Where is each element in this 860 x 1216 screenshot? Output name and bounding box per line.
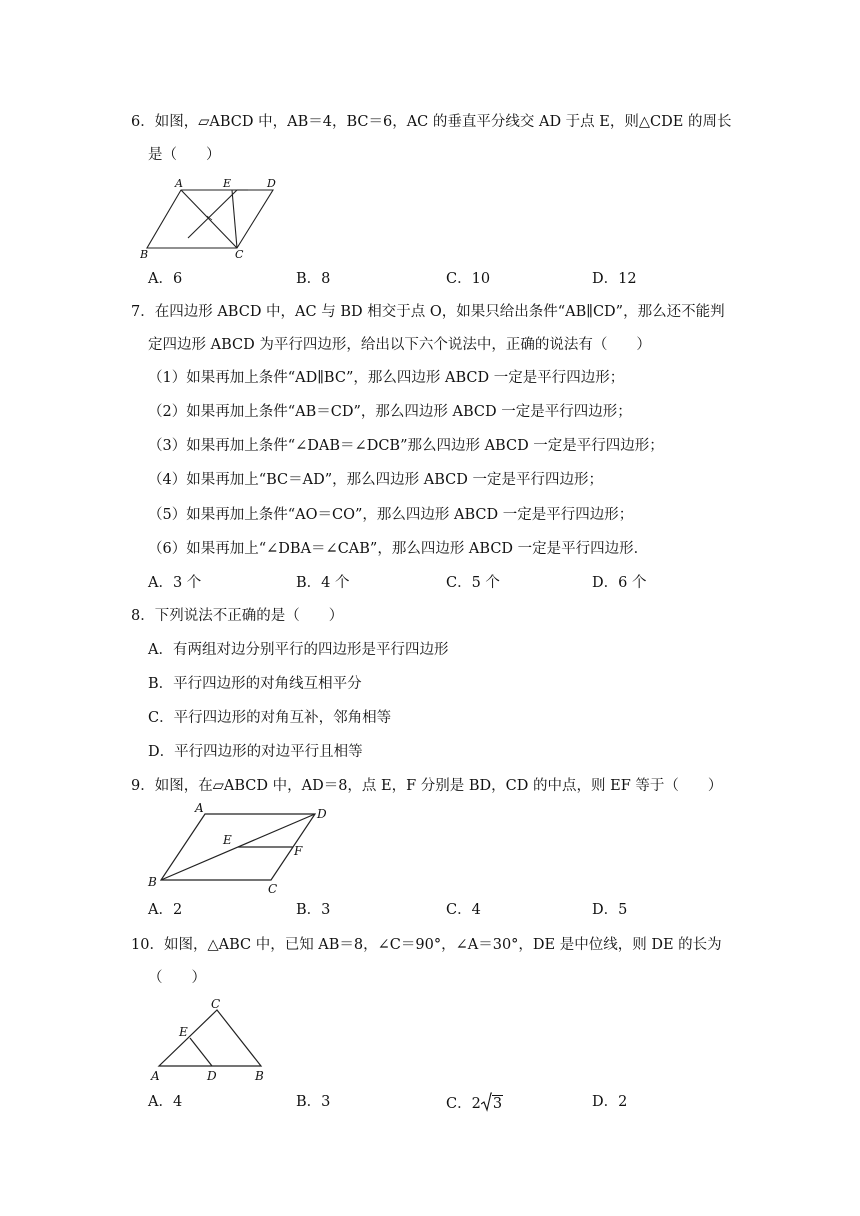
q8-option-a: A．有两组对边分别平行的四边形是平行四边形: [148, 642, 449, 658]
q10-option-c: [446, 1092, 503, 1114]
q10-label-e: E: [179, 1025, 188, 1039]
q10-triangle-abc: [159, 1010, 261, 1066]
q9-label-d: D: [317, 807, 327, 821]
q7-statement-6: （6）如果再加上“∠DBA＝∠CAB”，那么四边形 ABCD 一定是平行四边形．: [148, 541, 649, 557]
q6-option-d: D．12: [592, 271, 637, 287]
q6-option-c: C．10: [446, 271, 491, 287]
q6-option-b: B．8: [296, 271, 331, 287]
q7-statement-1: （1）如果再加上条件“AD∥BC”，那么四边形 ABCD 一定是平行四边形；: [148, 370, 625, 386]
q7-option-c: C．5 个: [446, 575, 500, 591]
q10-midline-de: [190, 1038, 212, 1066]
q10-stem-line-1: 10．如图，△ABC 中，已知 AB＝8，∠C＝90°，∠A＝30°，DE 是中位线，则 DE 的长为: [131, 937, 722, 953]
q8-option-c: C．平行四边形的对角互补，邻角相等: [148, 710, 392, 726]
q6-label-e: E: [223, 177, 232, 190]
q7-option-b: B．4 个: [296, 575, 350, 591]
q10-radicand: 3: [492, 1096, 503, 1112]
q10-stem-line-2: （ ）: [148, 970, 206, 986]
q9-label-c: C: [268, 882, 278, 894]
q6-label-c: C: [235, 248, 244, 260]
q6-parallelogram-figure: [140, 174, 290, 260]
sqrt-symbol-icon: [481, 1092, 492, 1112]
q8-stem: 8．下列说法不正确的是（ ）: [131, 608, 344, 624]
q9-option-a: A．2: [148, 902, 183, 918]
q6-label-b: B: [140, 248, 149, 260]
q8-option-b: B．平行四边形的对角线互相平分: [148, 676, 362, 692]
q6-segment-ec: [232, 190, 237, 248]
q9-label-f: F: [294, 844, 303, 858]
q9-label-e: E: [223, 833, 232, 847]
q9-option-b: B．3: [296, 902, 331, 918]
q9-option-d: D．5: [592, 902, 628, 918]
q10-triangle-figure: [145, 996, 275, 1084]
q7-stem-line-2: 定四边形 ABCD 为平行四边形，给出以下六个说法中，正确的说法有（ ）: [148, 337, 651, 353]
q9-parallelogram-figure: [145, 802, 345, 894]
q10-label-c: C: [211, 997, 221, 1011]
q7-statement-2: （2）如果再加上条件“AB＝CD”，那么四边形 ABCD 一定是平行四边形；: [148, 404, 632, 420]
q10-option-c-radical: [472, 1096, 503, 1112]
q8-option-d: D．平行四边形的对边平行且相等: [148, 744, 363, 760]
q10-option-b: B．3: [296, 1094, 331, 1110]
q6-stem-line-2: 是（ ）: [148, 147, 221, 163]
q6-perpendicular-bisector: [188, 190, 237, 238]
q10-radical-coefficient: 2: [471, 1096, 481, 1112]
q10-label-a: A: [151, 1069, 160, 1083]
q7-statement-3: （3）如果再加上条件“∠DAB＝∠DCB”那么四边形 ABCD 一定是平行四边形；: [148, 438, 664, 454]
q9-stem: 9．如图，在▱ABCD 中，AD＝8，点 E，F 分别是 BD，CD 的中点，则 EF 等于（ ）: [131, 778, 723, 794]
q6-parallelogram-abcd: [147, 190, 273, 248]
q6-option-a: A．6: [148, 271, 183, 287]
q9-label-a: A: [195, 802, 204, 815]
q6-label-a: A: [175, 177, 183, 190]
q7-stem-line-1: 7．在四边形 ABCD 中，AC 与 BD 相交于点 O，如果只给出条件“AB∥CD”，那么还不能判: [131, 304, 725, 320]
q7-statement-4: （4）如果再加上“BC＝AD”，那么四边形 ABCD 一定是平行四边形；: [148, 472, 603, 488]
q10-label-d: D: [207, 1069, 217, 1083]
q9-option-c: C．4: [446, 902, 481, 918]
q10-label-b: B: [255, 1069, 264, 1083]
q10-option-c-letter: C．: [446, 1096, 472, 1112]
q7-option-d: D．6 个: [592, 575, 647, 591]
q7-option-a: A．3 个: [148, 575, 202, 591]
q10-option-d: D．2: [592, 1094, 628, 1110]
q7-statement-5: （5）如果再加上条件“AO＝CO”，那么四边形 ABCD 一定是平行四边形；: [148, 507, 634, 523]
q6-stem-line-1: 6．如图，▱ABCD 中，AB＝4，BC＝6，AC 的垂直平分线交 AD 于点 E，则△CDE 的周长: [131, 114, 732, 130]
q6-label-d: D: [267, 177, 276, 190]
q9-label-b: B: [148, 875, 157, 889]
q10-option-a: A．4: [148, 1094, 183, 1110]
